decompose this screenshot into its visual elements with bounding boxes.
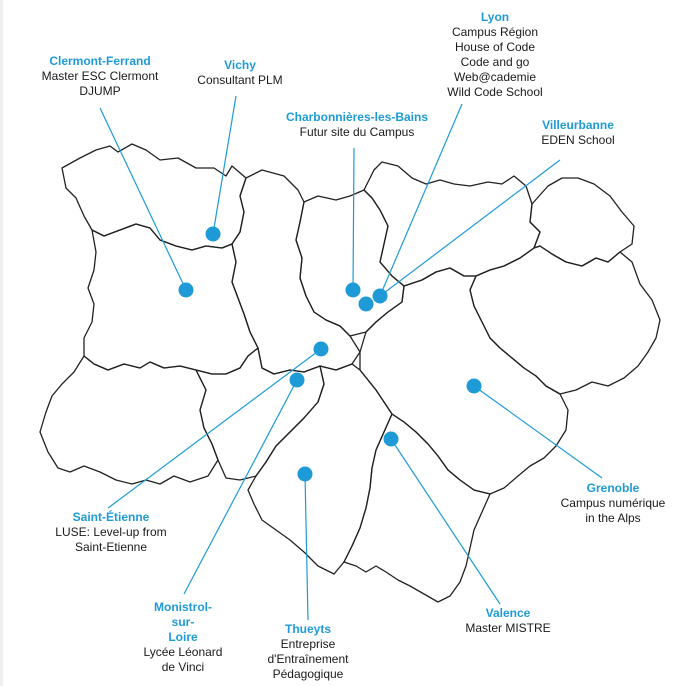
- city-name: Valence: [485, 606, 531, 620]
- dot-charbonnieres: [346, 283, 361, 298]
- school-name: Pédagogique: [272, 667, 344, 681]
- leader-valence: [391, 439, 500, 604]
- school-name: de Vinci: [161, 660, 205, 674]
- dot-clermont: [179, 283, 194, 298]
- department-haute-loire: [196, 348, 324, 480]
- city-name: Clermont-Ferrand: [49, 54, 151, 68]
- school-name: Master MISTRE: [465, 621, 551, 635]
- school-name: in the Alps: [585, 511, 641, 525]
- city-part: Monistrol- sur- Loire: [154, 600, 212, 644]
- school-name: Consultant PLM: [197, 73, 283, 87]
- city-name: Charbonnières-les-Bains: [285, 110, 429, 124]
- leader-charbonnieres: [353, 148, 354, 290]
- city-name: Saint-Étienne: [72, 510, 150, 524]
- dot-monistrol: [290, 373, 305, 388]
- leader-clermont: [100, 108, 186, 290]
- department-ardeche: [248, 364, 392, 574]
- dot-grenoble: [467, 379, 482, 394]
- school-name: Campus Région: [451, 25, 539, 39]
- department-rhone: [296, 190, 404, 336]
- label-lyon: [420, 10, 570, 100]
- school-name: Futur site du Campus: [299, 125, 415, 139]
- label-thueyts: [248, 622, 368, 682]
- city-name: Grenoble: [586, 481, 640, 495]
- dot-villeurbanne: [373, 289, 388, 304]
- city-name: [128, 600, 238, 645]
- location-dots: [179, 227, 482, 482]
- school-name: EDEN School: [541, 133, 615, 147]
- leader-grenoble: [474, 386, 602, 478]
- school-name: d'Entraînement: [267, 652, 349, 666]
- leader-thueyts: [305, 474, 308, 620]
- school-name: LUSE: Level-up from: [55, 525, 167, 539]
- label-charbonnieres: [272, 110, 442, 140]
- dot-thueyts: [298, 467, 313, 482]
- school-name: Entreprise: [280, 637, 336, 651]
- school-name: DJUMP: [79, 84, 121, 98]
- label-vichy: [180, 58, 300, 88]
- school-name: Saint-Etienne: [74, 540, 148, 554]
- dot-valence: [384, 432, 399, 447]
- dot-saint-etienne: [314, 342, 329, 357]
- department-cantal: [40, 356, 218, 484]
- school-name: Web@cademie: [454, 70, 536, 84]
- school-name: Lycée Léonard: [143, 645, 223, 659]
- department-savoie: [470, 246, 660, 394]
- school-name: Wild Code School: [447, 85, 543, 99]
- label-monistrol: [128, 600, 238, 675]
- dot-lyon: [359, 297, 374, 312]
- label-grenoble: [548, 481, 678, 526]
- city-name: Thueyts: [284, 622, 331, 636]
- label-villeurbanne: [528, 118, 628, 148]
- department-loire: [232, 170, 360, 374]
- city-name: Vichy: [224, 58, 256, 72]
- school-name: Master ESC Clermont: [41, 69, 159, 83]
- leader-vichy: [213, 96, 236, 234]
- department-isere: [360, 268, 568, 494]
- city-name: Villeurbanne: [542, 118, 614, 132]
- school-name: Code and go: [460, 55, 530, 69]
- school-name: House of Code: [454, 40, 536, 54]
- label-saint-etienne: [40, 510, 182, 555]
- label-valence: [448, 606, 568, 636]
- dot-vichy: [206, 227, 221, 242]
- leader-saint-etienne: [108, 349, 321, 508]
- department-drome: [344, 414, 490, 602]
- label-clermont: [10, 54, 190, 99]
- city-name: Lyon: [480, 10, 510, 24]
- school-name: Campus numérique: [560, 496, 666, 510]
- department-ain: [364, 162, 540, 286]
